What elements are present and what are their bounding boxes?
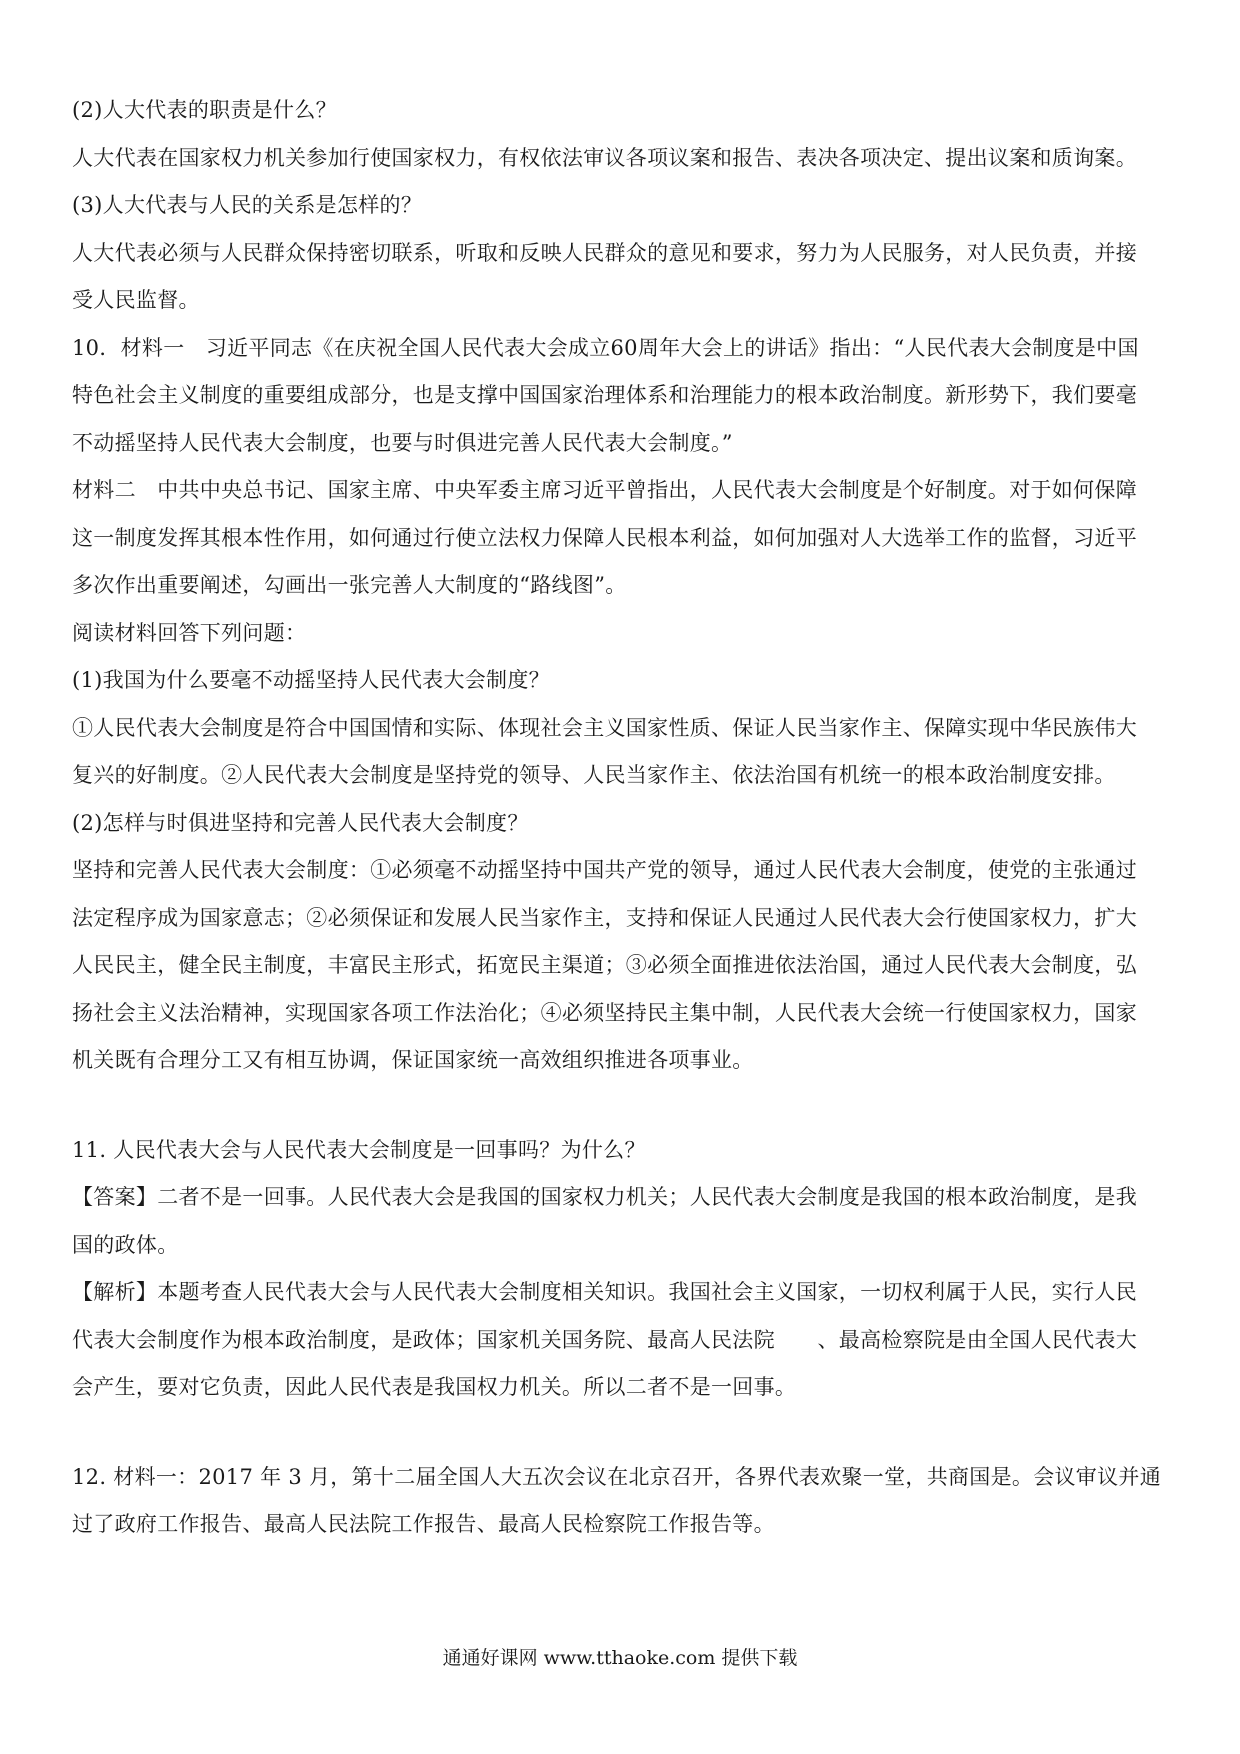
q9-sub3-answer-line1: 人大代表必须与人民群众保持密切联系，听取和反映人民群众的意见和要求，努力为人民服务，对人民负责，并接: [72, 240, 1137, 265]
q9-sub2-question: (2)人大代表的职责是什么？: [72, 98, 337, 122]
q10-sub2-answer-line5: 机关既有合理分工又有相互协调，保证国家统一高效组织推进各项事业。: [72, 1048, 754, 1072]
q11-explanation-line3: 会产生，要对它负责，因此人民代表是我国权力机关。所以二者不是一回事。: [72, 1375, 797, 1399]
q10-sub2-answer-line1: 坚持和完善人民代表大会制度：①必须毫不动摇坚持中国共产党的领导，通过人民代表大会制度，使党的主张通过: [72, 858, 1137, 882]
q11-answer-line1: 【答案】二者不是一回事。人民代表大会是我国的国家权力机关；人民代表大会制度是我国的根本政治制度，是我: [72, 1185, 1137, 1209]
q10-material2-line2: 这一制度发挥其根本性作用，如何通过行使立法权力保障人民根本利益，如何加强对人大选举工作的监督，习近平: [72, 525, 1137, 550]
q11-answer-line2: 国的政体。: [72, 1232, 179, 1257]
q9-sub2-answer: 人大代表在国家权力机关参加行使国家权力，有权依法审议各项议案和报告、表决各项决定、提出议案和质询案。: [72, 145, 1137, 170]
section-spacer: [72, 1094, 1168, 1136]
q10-sub2-answer-line2: 法定程序成为国家意志；②必须保证和发展人民当家作主，支持和保证人民通过人民代表大会行使国家权力，扩大: [72, 905, 1137, 930]
q10-sub2-answer-line4: 扬社会主义法治精神，实现国家各项工作法治化；④必须坚持民主集中制，人民代表大会统一行使国家权力，国家: [72, 1000, 1137, 1025]
page-footer: 通通好课网 www.tthaoke.com 提供下载: [442, 1647, 798, 1669]
q10-material2-line3: 多次作出重要阐述，勾画出一张完善人大制度的“路线图”。: [72, 573, 627, 597]
q10-prompt: 阅读材料回答下列问题：: [72, 620, 307, 645]
q11-explanation-line1: 【解析】本题考查人民代表大会与人民代表大会制度相关知识。我国社会主义国家，一切权利属于人民，实行人民: [72, 1280, 1137, 1304]
q10-material1-line1: 10．材料一 习近平同志《在庆祝全国人民代表大会成立60周年大会上的讲话》指出：“人民代表大会制度是中国: [72, 335, 1139, 360]
q9-sub3-answer-line2: 受人民监督。: [72, 288, 200, 312]
q12-material1-line1: 12. 材料一：2017 年 3 月，第十二届全国人大五次会议在北京召开，各界代表欢聚一堂，共商国是。会议审议并通: [72, 1464, 1161, 1489]
q9-sub3-question: (3)人大代表与人民的关系是怎样的？: [72, 193, 423, 217]
q10-sub2-question: (2)怎样与时俱进坚持和完善人民代表大会制度？: [72, 810, 529, 835]
q10-material2-line1: 材料二 中共中央总书记、国家主席、中央军委主席习近平曾指出，人民代表大会制度是个好制度。对于如何保障: [72, 478, 1137, 502]
q11-explanation-line2: 代表大会制度作为根本政治制度，是政体；国家机关国务院、最高人民法院 、最高检察院是由全国人民代表大: [72, 1327, 1137, 1352]
q10-sub1-answer-line1: ①人民代表大会制度是符合中国国情和实际、体现社会主义国家性质、保证人民当家作主、保障实现中华民族伟大: [72, 715, 1137, 740]
q10-material1-line3: 不动摇坚持人民代表大会制度，也要与时俱进完善人民代表大会制度。”: [72, 430, 733, 455]
section-spacer: [72, 1421, 1168, 1463]
q10-material1-line2: 特色社会主义制度的重要组成部分，也是支撑中国国家治理体系和治理能力的根本政治制度。新形势下，我们要毫: [72, 383, 1137, 407]
q10-sub2-answer-line3: 人民民主，健全民主制度，丰富民主形式，拓宽民主渠道；③必须全面推进依法治国，通过人民代表大会制度，弘: [72, 953, 1137, 977]
q10-sub1-question: (1)我国为什么要毫不动摇坚持人民代表大会制度？: [72, 668, 550, 692]
q11-question: 11. 人民代表大会与人民代表大会制度是一回事吗？为什么？: [72, 1137, 646, 1162]
q10-sub1-answer-line2: 复兴的好制度。②人民代表大会制度是坚持党的领导、人民当家作主、依法治国有机统一的根本政治制度安排。: [72, 763, 1116, 787]
q12-material1-line2: 过了政府工作报告、最高人民法院工作报告、最高人民检察院工作报告等。: [72, 1512, 775, 1536]
